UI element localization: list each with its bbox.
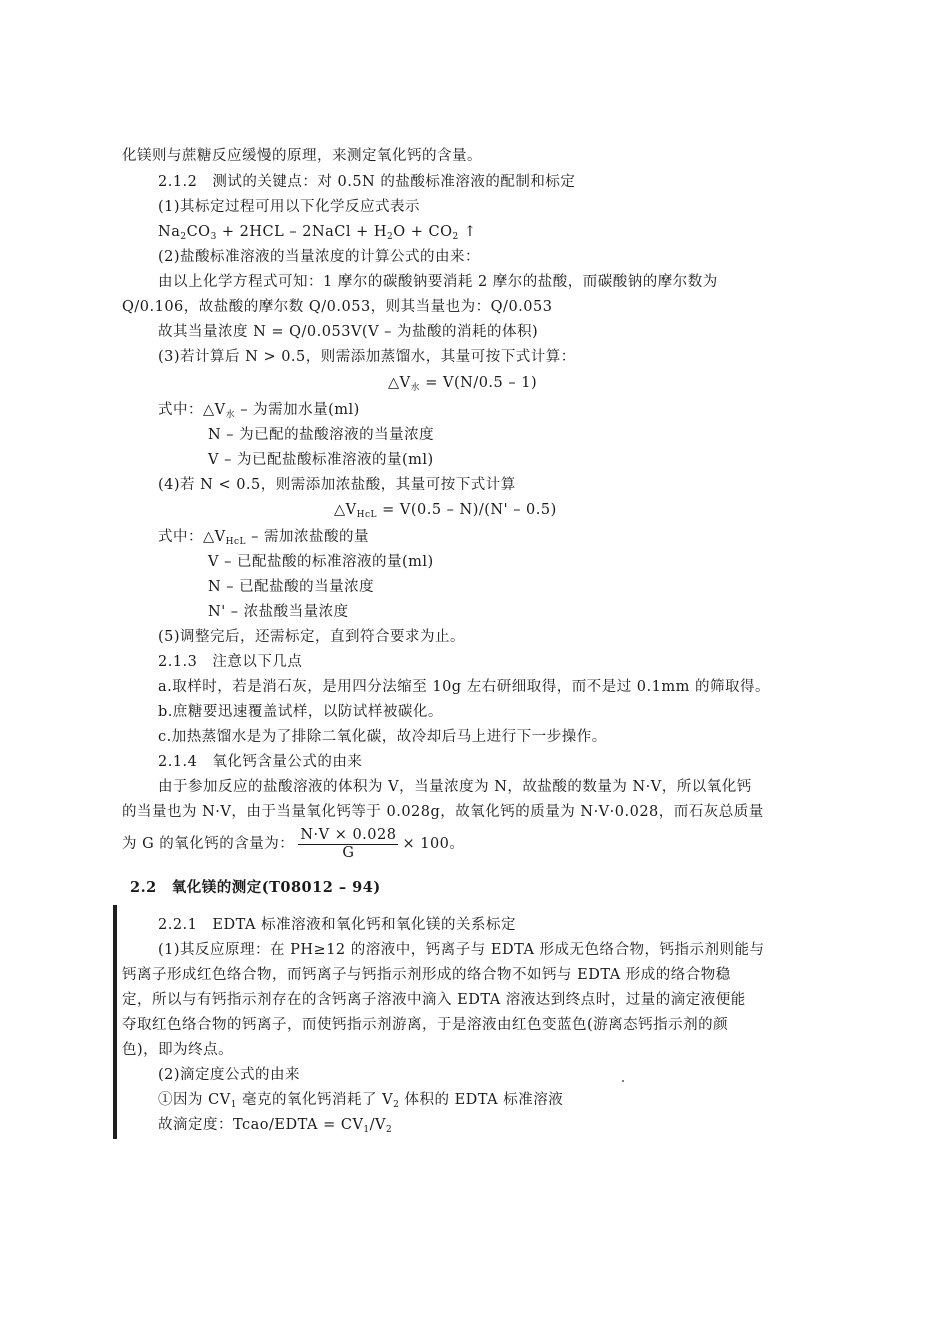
- text-line: 钙离子形成红色络合物，而钙离子与钙指示剂形成的络合物不如钙与 EDTA 形成的络合物稳: [122, 967, 731, 983]
- section-heading-2-2-1: 2.2.1 EDTA 标准溶液和氧化钙和氧化镁的关系标定: [158, 917, 517, 933]
- formula-legend: 式中：$\triangle V_{HcL}$ – 需加浓盐酸的量: [158, 529, 369, 547]
- chemical-equation: $Na_2CO_3 + 2HCL$ – 2NaCl + $H_2O + CO_2$ ↑: [158, 224, 477, 242]
- text-line: (4)若 N < 0.5，则需添加浓盐酸，其量可按下式计算: [158, 477, 516, 493]
- text-line: 化镁则与蔗糖反应缓慢的原理，来测定氧化钙的含量。: [122, 148, 482, 164]
- section-heading-2-1-2: 2.1.2 测试的关键点：对 0.5N 的盐酸标准溶液的配制和标定: [158, 174, 576, 190]
- text-line: (5)调整完后，还需标定，直到符合要求为止。: [158, 629, 466, 645]
- text-line: b.庶糖要迅速覆盖试样，以防试样被碳化。: [158, 704, 443, 720]
- section-heading-2-2: 2.2 氧化镁的测定(T08012 – 94): [130, 879, 381, 896]
- section-heading-2-1-4: 2.1.4 氧化钙含量公式的由来: [158, 754, 363, 770]
- text-line: a.取样时，若是消石灰，是用四分法缩至 10g 左右研细取得，而不是过 0.1mm 的筛取得。: [158, 679, 770, 695]
- text-line: 由以上化学方程式可知：1 摩尔的碳酸钠要消耗 2 摩尔的盐酸，而碳酸钠的摩尔数为: [158, 274, 718, 290]
- section-heading-2-1-3: 2.1.3 注意以下几点: [158, 654, 303, 670]
- text-line: 的当量也为 N·V，由于当量氧化钙等于 0.028g，故氧化钙的质量为 N·V·0.028，而石灰总质量: [122, 804, 764, 820]
- text-line: (2)滴定度公式的由来: [158, 1067, 301, 1083]
- scan-binding-shadow: [113, 905, 117, 1139]
- formula-cao-content: 为 G 的氧化钙的含量为： $\frac{N\cdot V \times 0.028}{G}$ × 100。: [122, 826, 465, 861]
- fraction: $\frac{N\cdot V \times 0.028}{G}$: [300, 826, 397, 861]
- formula-legend: 式中：$\triangle V_水$ – 为需加水量(ml): [158, 402, 360, 420]
- text-line: 夺取红色络合物的钙离子，而使钙指示剂游离，于是溶液由红色变蓝色(游离态钙指示剂的颜: [122, 1017, 729, 1033]
- text-line: (1)其反应原理：在 PH≥12 的溶液中，钙离子与 EDTA 形成无色络合物，钙指示剂则能与: [158, 942, 765, 958]
- text-line: 定，所以与有钙指示剂存在的含钙离子溶液中滴入 EDTA 溶液达到终点时，过量的滴定液便能: [122, 992, 746, 1008]
- formula-water: $\triangle V_水 = V(N/0.5 - 1)$: [388, 375, 538, 393]
- titration-formula: 故滴定度：Tcao/EDTA = $CV_1/V_2$: [158, 1117, 393, 1135]
- text-line: 由于参加反应的盐酸溶液的体积为 V，当量浓度为 N，故盐酸的数量为 N·V，所以氧化钙: [158, 779, 752, 795]
- text-line: ①因为 $CV_1$ 毫克的氧化钙消耗了 $V_2$ 体积的 EDTA 标准溶液: [158, 1092, 564, 1110]
- text-line: c.加热蒸馏水是为了排除二氧化碳，故冷却后马上进行下一步操作。: [158, 729, 607, 745]
- text-line: N – 为已配的盐酸溶液的当量浓度: [208, 427, 435, 443]
- text-line: N – 已配盐酸的当量浓度: [208, 579, 375, 595]
- text-line: V – 已配盐酸的标准溶液的量(ml): [208, 554, 434, 570]
- text-line: 色)，即为终点。: [122, 1042, 234, 1058]
- text-line: (3)若计算后 N > 0.5，则需添加蒸馏水，其量可按下式计算：: [158, 349, 576, 365]
- formula-hcl: $\triangle V_{HcL} = V(0.5 - N)/(N' - 0.5)$: [334, 502, 557, 520]
- text-line: V – 为已配盐酸标准溶液的量(ml): [208, 452, 434, 468]
- text-line: N' – 浓盐酸当量浓度: [208, 604, 349, 620]
- text-line: (1)其标定过程可用以下化学反应式表示: [158, 199, 421, 215]
- text-line: (2)盐酸标准溶液的当量浓度的计算公式的由来：: [158, 249, 481, 265]
- scan-speck: [622, 1080, 624, 1082]
- text-line: 故其当量浓度 N = Q/0.053V(V – 为盐酸的消耗的体积): [158, 324, 539, 340]
- text-line: Q/0.106，故盐酸的摩尔数 Q/0.053，则其当量也为：Q/0.053: [122, 299, 553, 315]
